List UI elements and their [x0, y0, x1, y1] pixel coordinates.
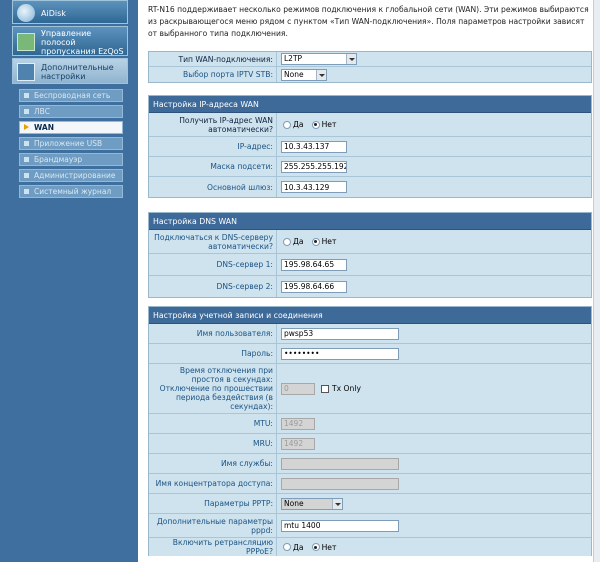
sidebar-item-usb[interactable]: [19, 137, 123, 150]
account-panel: [148, 306, 592, 556]
advanced-settings-button[interactable]: [12, 58, 128, 84]
wan-dns-panel: [148, 212, 592, 298]
advanced-label-line1: Дополнительные: [41, 63, 114, 72]
ac-name-input[interactable]: [281, 478, 399, 490]
subnet-mask-label: Маска подсети:: [149, 157, 277, 176]
sidebar-item-lan[interactable]: [19, 105, 123, 118]
aidisk-button[interactable]: [12, 0, 128, 24]
pptp-options-value: None: [284, 498, 304, 508]
sidebar-item-wireless[interactable]: [19, 89, 123, 102]
gateway-label: Основной шлюз:: [149, 177, 277, 197]
page-description: RT-N16 поддерживает несколько режимов подключения к глобальной сети (WAN). Эти режимов выбираются из раскрывающегося меню рядом с пунктом «Тип WAN-подключения». Поля параметров настройки зависят от выбранного типа подключения.: [148, 5, 589, 38]
sidebar: [0, 0, 138, 562]
password-input[interactable]: [281, 348, 399, 360]
sidebar-item-firewall[interactable]: [19, 153, 123, 166]
wan-ip-auto-no-radio[interactable]: [312, 121, 320, 129]
wan-ip-auto-yes-radio[interactable]: [283, 121, 291, 129]
chevron-down-icon: [316, 70, 326, 80]
service-name-label: Имя службы:: [149, 454, 277, 473]
dns-auto-yes-radio[interactable]: [283, 238, 291, 246]
advanced-settings-label: [41, 63, 114, 81]
pppd-options-row: [149, 514, 591, 538]
bullet-icon: [24, 93, 29, 98]
mtu-row: [149, 414, 591, 434]
idle-timeout-row: [149, 364, 591, 414]
idle-timeout-label: Время отключения при простоя в секундах: Отключение по прошествии периода бездействия (в секундах):: [149, 364, 277, 413]
aidisk-label: AiDisk: [41, 9, 66, 18]
ezqos-label-line3: пропускания EzQoS: [41, 47, 124, 56]
account-section-title: Настройка учетной записи и соединения: [149, 307, 591, 324]
wan-dns-section-title: Настройка DNS WAN: [149, 213, 591, 230]
username-label: Имя пользователя:: [149, 324, 277, 343]
radio-yes-label: Да: [293, 542, 304, 552]
sidebar-item-label: Приложение USB: [34, 139, 103, 148]
sidebar-item-label: Брандмауэр: [34, 155, 83, 164]
idle-timeout-input[interactable]: [281, 383, 315, 395]
bullet-icon: [24, 173, 29, 178]
gateway-input[interactable]: [281, 181, 347, 193]
password-row: [149, 344, 591, 364]
bullet-icon: [24, 109, 29, 114]
bullet-icon: [24, 141, 29, 146]
dns1-row: [149, 254, 591, 276]
page-scrollbar[interactable]: [593, 0, 600, 562]
qos-icon: [17, 33, 35, 51]
chevron-down-icon: [332, 499, 342, 509]
mru-label: MRU:: [149, 434, 277, 453]
sidebar-item-label: Администрирование: [34, 171, 116, 180]
radio-no-label: Нет: [321, 542, 337, 552]
username-input[interactable]: [281, 328, 399, 340]
sidebar-item-label: ЛВС: [34, 107, 51, 116]
mru-row: [149, 434, 591, 454]
wan-ip-section-title: Настройка IP-адреса WAN: [149, 96, 591, 113]
ac-name-label: Имя концентратора доступа:: [149, 474, 277, 493]
iptv-row: [149, 67, 591, 82]
subnet-mask-row: [149, 157, 591, 177]
wan-type-row: [149, 52, 591, 67]
bullet-icon: [24, 157, 29, 162]
ezqos-label: [41, 29, 124, 56]
sidebar-item-label: WAN: [34, 123, 55, 132]
bullet-icon: [24, 189, 29, 194]
pppd-options-input[interactable]: [281, 520, 399, 532]
sidebar-item-label: Системный журнал: [34, 187, 112, 196]
sidebar-item-administration[interactable]: [19, 169, 123, 182]
ip-address-row: [149, 137, 591, 157]
subnet-mask-input[interactable]: [281, 161, 347, 173]
wan-type-value: L2TP: [284, 54, 303, 63]
iptv-label: Выбор порта IPTV STB:: [149, 67, 277, 82]
main-content: [138, 0, 600, 562]
wan-type-label: Тип WAN-подключения:: [149, 52, 277, 66]
pptp-options-row: [149, 494, 591, 514]
wan-ip-panel: [148, 95, 592, 198]
dns1-label: DNS-сервер 1:: [149, 254, 277, 275]
pppoe-relay-row: [149, 538, 591, 556]
pptp-options-select[interactable]: [281, 498, 343, 510]
wan-type-select[interactable]: [281, 53, 357, 65]
dns-auto-no-radio[interactable]: [312, 238, 320, 246]
ezqos-label-line1: Управление: [41, 29, 92, 38]
chevron-down-icon: [346, 54, 356, 64]
sidebar-item-label: Беспроводная сеть: [34, 91, 111, 100]
advanced-label-line2: настройки: [41, 72, 86, 81]
ip-address-label: IP-адрес:: [149, 137, 277, 156]
ip-address-input[interactable]: [281, 141, 347, 153]
pppoe-relay-yes-radio[interactable]: [283, 543, 291, 551]
service-name-row: [149, 454, 591, 474]
iptv-select[interactable]: [281, 69, 327, 81]
service-name-input[interactable]: [281, 458, 399, 470]
sidebar-item-syslog[interactable]: [19, 185, 123, 198]
gateway-row: [149, 177, 591, 197]
radio-yes-label: Да: [293, 120, 304, 129]
dns1-input[interactable]: [281, 259, 347, 271]
iptv-value: None: [284, 69, 304, 79]
radio-no-label: Нет: [321, 237, 337, 246]
wan-type-panel: [148, 51, 592, 83]
radio-yes-label: Да: [293, 237, 304, 246]
radio-no-label: Нет: [321, 120, 337, 129]
settings-icon: [17, 63, 35, 81]
tx-only-label: Tx Only: [332, 384, 361, 393]
mtu-label: MTU:: [149, 414, 277, 433]
ezqos-button[interactable]: [12, 26, 128, 56]
pptp-options-label: Параметры PPTP:: [149, 494, 277, 513]
dns-auto-label: Подключаться к DNS-серверу автоматически?: [149, 230, 277, 253]
dns2-input[interactable]: [281, 281, 347, 293]
tx-only-checkbox[interactable]: [321, 385, 329, 393]
pppd-options-label: Дополнительные параметры pppd:: [149, 514, 277, 537]
wan-ip-auto-row: [149, 113, 591, 137]
dns-auto-row: [149, 230, 591, 254]
pppoe-relay-no-radio[interactable]: [312, 543, 320, 551]
wan-ip-auto-label: Получить IP-адрес WAN автоматически?: [149, 113, 277, 136]
username-row: [149, 324, 591, 344]
dns2-label: DNS-сервер 2:: [149, 276, 277, 297]
arrow-right-icon: [24, 124, 29, 130]
password-label: Пароль:: [149, 344, 277, 363]
mtu-input[interactable]: [281, 418, 315, 430]
ezqos-label-line2: полосой: [41, 38, 76, 47]
pppoe-relay-label: Включить ретрансляцию PPPoE?: [149, 538, 277, 556]
sidebar-item-wan[interactable]: [19, 121, 123, 134]
disk-icon: [17, 4, 35, 22]
mru-input[interactable]: [281, 438, 315, 450]
ac-name-row: [149, 474, 591, 494]
dns2-row: [149, 276, 591, 297]
